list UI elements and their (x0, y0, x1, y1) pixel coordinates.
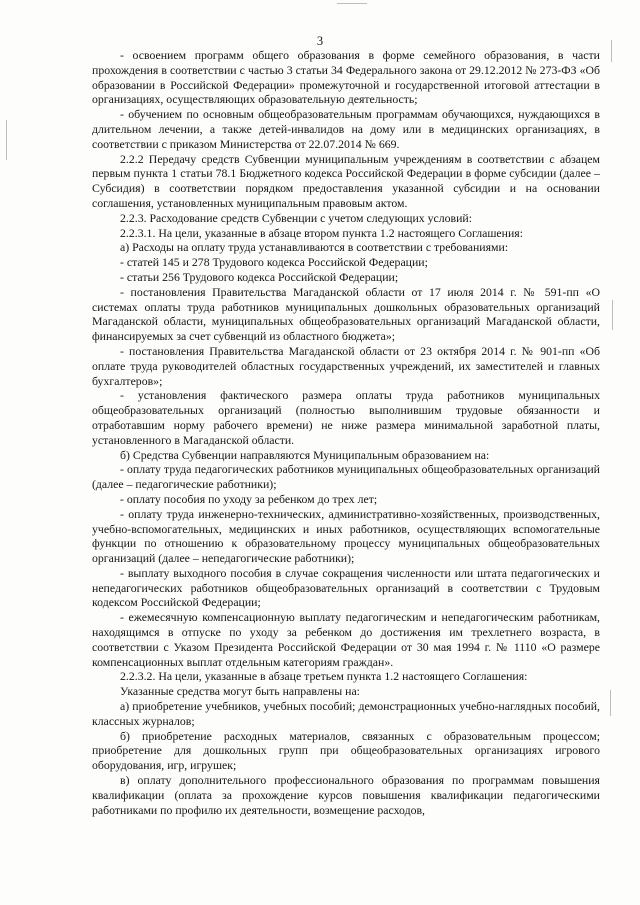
scan-artifact (610, 690, 611, 716)
paragraph: 2.2.3. Расходование средств Субвенции с учетом следующих условий: (120, 210, 473, 225)
paragraph: 2.2.3.2. На цели, указанные в абзаце третьем пункта 1.2 настоящего Соглашения: (120, 669, 528, 684)
document-body (92, 48, 600, 817)
paragraph: - постановления Правительства Магаданской области от 23 октября 2014 г. № 901-пп «Об оплате труда руководителей областных государственных учреждений, их заместителей и главных бухгалтеров»; (92, 343, 600, 388)
scan-artifact (6, 120, 7, 160)
scan-artifact (337, 3, 367, 4)
paragraph: - выплату выходного пособия в случае сокращения численности или штата педагогических и непедагогических работников общеобразовательных организаций в соответствии с Трудовым кодексом Российской Федерации; (92, 565, 600, 610)
paragraph: 2.2.3.1. На цели, указанные в абзаце втором пункта 1.2 настоящего Соглашения: (120, 225, 523, 240)
page-number: 3 (316, 34, 324, 48)
paragraph: в) оплату дополнительного профессионального образования по программам повышения квалификации (оплата за прохождение курсов повышения квалификации педагогическими работниками по профилю их деятельности, возмещение расходов, (92, 773, 600, 817)
paragraph: - обучением по основным общеобразовательным программам обучающихся, нуждающихся в длительном лечении, а также детей-инвалидов на дому или в медицинских организациях, в соответствии с приказом Министерства от 22.07.2014 № 669. (92, 107, 600, 151)
paragraph: а) приобретение учебников, учебных пособий; демонстрационных учебно-наглядных пособий, классных журналов; (92, 699, 600, 728)
paragraph: 2.2.2 Передачу средств Субвенции муниципальным учреждениям в соответствии с абзацем первым пункта 1 статьи 78.1 Бюджетного кодекса Российской Федерации в форме субсидии (далее – Субсидия) в соответствии порядком предоставления указанной субсидии и на основании соглашения, установленных муниципальным правовым актом. (92, 151, 600, 210)
paragraph: б) Средства Субвенции направляются Муниципальным образованием на: (120, 447, 490, 462)
scan-artifact (612, 300, 613, 330)
paragraph: - ежемесячную компенсационную выплату педагогическим и непедагогическим работникам, находящимся в отпуске по уходу за ребенком до достижения им трехлетнего возраста, в соответствии с Указом Президента Российской Федерации от 30 мая 1994 г. № 1110 «О размере компенсационных выплат отдельным категориям граждан». (92, 610, 600, 669)
paragraph: - постановления Правительства Магаданской области от 17 июля 2014 г. № 591-пп «О системах оплаты труда работников муниципальных дошкольных образовательных организаций Магаданской области, муниципальных общеобразовательных организаций Магаданской области, финансируемых за счет субвенций из областного бюджета»; (92, 284, 600, 344)
paragraph: - освоением программ общего образования в форме семейного образования, в части прохождения в соответствии с частью 3 статьи 34 Федерального закона от 29.12.2012 № 273-ФЗ «Об образовании в Российской Федерации» промежуточной и государственной итоговой аттестации в организациях, осуществляющих образовательную деятельность; (92, 48, 600, 107)
paragraph: - оплату труда педагогических работников муниципальных общеобразовательных организаций (далее – педагогические работники); (92, 462, 600, 492)
paragraph: б) приобретение расходных материалов, связанных с образовательным процессом; приобретение для дошкольных групп при общеобразовательных организациях игрового оборудования, игр, игрушек; (92, 728, 600, 773)
paragraph: Указанные средства могут быть направлены на: (120, 684, 360, 699)
paragraph: - установления фактического размера оплаты труда работников муниципальных общеобразовательных организаций (полностью выполнившим трудовые обязанности и отработавшим норму рабочего времени) не ниже размера минимальной заработной платы, установленного в Магаданской области. (92, 388, 600, 447)
paragraph: - оплату пособия по уходу за ребенком до трех лет; (120, 491, 378, 506)
paragraph: а) Расходы на оплату труда устанавливаются в соответствии с требованиями: (120, 240, 509, 255)
paragraph: - оплату труда инженерно-технических, административно-хозяйственных, производственных, учебно-вспомогательных, медицинских и иных работников, осуществляющих вспомогательные функции по отношению к образовательному процессу муниципальных общеобразовательных организаций (далее – непедагогические работники); (92, 506, 600, 566)
paragraph: - статьи 256 Трудового кодекса Российской Федерации; (120, 269, 399, 284)
paragraph: - статей 145 и 278 Трудового кодекса Российской Федерации; (120, 255, 428, 270)
